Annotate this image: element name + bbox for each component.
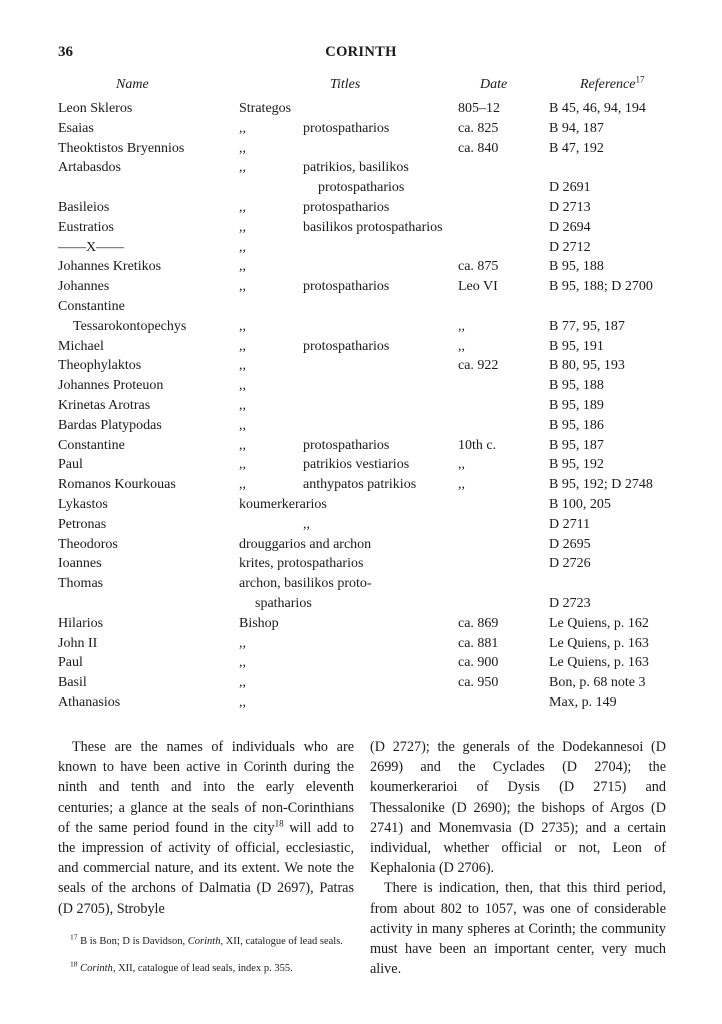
table-row [58,436,668,456]
cell-name: Leon Skleros [58,101,133,116]
cell-reference: B 80, 95, 193 [549,358,625,374]
table-row [58,376,668,396]
cell-date: ca. 922 [458,358,499,374]
cell-title: ,, [239,120,246,136]
cell-title-detail: protospatharios [303,338,390,354]
cell-title: ,, [239,140,246,156]
table-row [58,257,668,277]
table-row [58,495,668,515]
table-row [58,238,668,258]
cell-title: drouggarios and archon [239,536,372,552]
cell-title: ,, [239,279,246,295]
cell-name: Johannes [58,279,110,295]
table-row [58,139,668,159]
paragraph: There is indication, then, that this third period, from about 802 to 1057, was one of considerable activity in many spheres at Corinth; the community must have been an important center, very much alive. [370,880,666,978]
cell-name: Michael [58,338,104,354]
table-body [58,99,668,713]
cell-name: Eustratios [58,219,114,235]
cell-reference: B 95, 192; D 2748 [549,477,653,493]
cell-reference: B 95, 191 [549,338,604,354]
cell-title-detail: patrikios vestiarios [303,457,410,473]
cell-name: Romanos Kourkouas [58,477,176,493]
cell-name: Bardas Platypodas [58,417,162,433]
paragraph: These are the names of individuals who are known to have been active in Corinth during the ninth and tenth and into the early eleventh centuries; a glance at the seals of non-Corinthians of the same period found in the city$^{18}$ will add to the impression of activity of official, ecclesiastic, and commercial nature, and its extent. We note the seals of the archons of Dalmatia (D 2697), Patras (D 2705), Strobyle [58,739,355,917]
cell-date: ca. 840 [458,140,499,156]
table-row [58,594,668,614]
cell-title: ,, [239,239,246,255]
cell-date: ca. 869 [458,615,499,631]
table-row [58,475,668,495]
table-row [58,574,668,594]
cell-reference: B 45, 46, 94, 194 [549,101,646,116]
cell-date: ,, [458,457,465,473]
cell-title: ,, [239,477,246,493]
cell-name: Johannes Kretikos [58,259,162,275]
cell-name: Paul [58,655,83,671]
table-row [58,297,668,317]
cell-title-detail: ,, [303,516,310,532]
cell-name: Constantine [58,437,125,453]
cell-title: ,, [239,160,246,176]
table-row [58,396,668,416]
cell-reference: B 95, 187 [549,437,604,453]
cell-reference: B 95, 186 [549,417,604,433]
cell-title: ,, [239,338,246,354]
table-row [58,99,668,119]
footnote-mark: 17 [635,74,645,85]
cell-date: ,, [458,477,465,493]
table-row [58,178,668,198]
table-row [58,673,668,693]
cell-name: Krinetas Arotras [58,397,151,413]
cell-title-detail: basilikos protospatharios [303,219,443,235]
cell-title: ,, [239,219,246,235]
page-number: 36 [58,44,73,60]
cell-date: ,, [458,338,465,354]
cell-name: Theodoros [58,536,118,552]
cell-reference: B 94, 187 [549,120,604,136]
cell-title: ,, [239,457,246,473]
cell-title: koumerkerarios [239,496,327,512]
cell-title: ,, [239,318,246,334]
cell-reference: B 77, 95, 187 [549,318,625,334]
cell-name: Tessarokontopechys [73,318,187,334]
table-row [58,554,668,574]
cell-title-detail: protospatharios [318,180,405,196]
header-reference: Reference$^{17}$ [580,74,645,92]
cell-reference: D 2691 [549,180,591,196]
cell-date: Leo VI [458,279,498,295]
cell-reference: B 95, 188; D 2700 [549,279,653,295]
cell-title-detail: protospatharios [303,199,390,215]
table-row [58,337,668,357]
table-row [58,693,668,713]
table-row [58,277,668,297]
cell-name: Athanasios [58,694,121,710]
cell-title: Strategos [239,101,292,116]
cell-title: ,, [239,378,246,394]
table-row [58,218,668,238]
table-row [58,416,668,436]
cell-reference: D 2712 [549,239,591,255]
cell-name: Theophylaktos [58,358,142,374]
cell-reference: D 2711 [549,516,591,532]
table-row [58,317,668,337]
running-title: CORINTH [325,44,397,60]
cell-name: Artabasdos [58,160,121,176]
cell-title: ,, [239,655,246,671]
cell-date: ca. 875 [458,259,499,275]
table-row [58,158,668,178]
cell-reference: D 2694 [549,219,591,235]
cell-title: krites, protospatharios [239,556,364,572]
cell-name: Hilarios [58,615,104,631]
body-column-right [370,737,666,979]
cell-title-detail: patrikios, basilikos [303,160,409,176]
cell-title: ,, [239,635,246,651]
table-row [58,515,668,535]
cell-name: Paul [58,457,83,473]
table-row [58,455,668,475]
cell-title-detail: anthypatos patrikios [303,477,417,493]
cell-name: Ioannes [58,556,102,572]
footnote-mark: 18 [274,818,284,829]
officials-table [58,74,668,713]
cell-name: Lykastos [58,496,108,512]
table-row [58,119,668,139]
cell-reference: D 2713 [549,199,591,215]
cell-title-detail: spatharios [255,595,312,611]
cell-title-detail: protospatharios [303,437,390,453]
cell-reference: B 47, 192 [549,140,604,156]
cell-reference: B 100, 205 [549,496,611,512]
cell-name: Johannes Proteuon [58,378,164,394]
table-row [58,653,668,673]
cell-title: archon, basilikos proto- [239,576,372,592]
cell-title: ,, [239,417,246,433]
cell-date: ca. 881 [458,635,499,651]
cell-reference: B 95, 188 [549,259,604,275]
cell-date: 805–12 [458,101,500,116]
cell-reference: B 95, 188 [549,378,604,394]
cell-reference: Le Quiens, p. 162 [549,615,649,631]
cell-title: ,, [239,437,246,453]
table-row [58,356,668,376]
cell-date: ,, [458,318,465,334]
header-titles: Titles [330,77,361,92]
cell-title-detail: protospatharios [303,120,390,136]
cell-reference: D 2723 [549,595,591,611]
footnote-17: $^{17}$ B is Bon; D is Davidson, Corinth, XII, catalogue of lead seals. [70,932,343,947]
cell-reference: Le Quiens, p. 163 [549,655,649,671]
cell-reference: B 95, 192 [549,457,604,473]
cell-reference: B 95, 189 [549,397,604,413]
cell-reference: Bon, p. 68 note 3 [549,675,646,691]
table-header [58,74,668,99]
cell-name: Petronas [58,516,107,532]
cell-date: ca. 825 [458,120,499,136]
header-date: Date [480,77,508,92]
cell-title: ,, [239,397,246,413]
cell-name: ——X—— [58,239,125,255]
cell-name: Basileios [58,199,110,215]
header-name: Name [116,77,149,92]
cell-name: Thomas [58,576,104,592]
cell-reference: Le Quiens, p. 163 [549,635,649,651]
cell-title: ,, [239,694,246,710]
cell-title: ,, [239,259,246,275]
cell-name: Constantine [58,298,125,314]
cell-date: 10th c. [458,437,497,453]
cell-name: Basil [58,675,87,691]
cell-title: Bishop [239,615,279,631]
paragraph: (D 2727); the generals of the Dodekannesoi (D 2699) and the Cyclades (D 2704); the koumerkerarioi of Dysis (D 2715) and Thessalonike (D 2690); the bishops of Argos (D 2741) and Monemvasia (D 2735); and a certain individual, whether official or not, Leon of Kephalonia (D 2706). [370,739,666,877]
cell-title-detail: protospatharios [303,279,390,295]
cell-reference: D 2726 [549,556,591,572]
table-row [58,198,668,218]
cell-date: ca. 950 [458,675,499,691]
body-column-left [58,737,354,919]
cell-date: ca. 900 [458,655,499,671]
cell-name: Theoktistos Bryennios [58,140,185,156]
cell-title: ,, [239,358,246,374]
footnote-18: $^{18}$ Corinth, XII, catalogue of lead seals, index p. 355. [70,959,293,974]
cell-reference: D 2695 [549,536,591,552]
cell-reference: Max, p. 149 [549,694,617,710]
cell-name: Esaias [58,120,94,136]
cell-name: John II [58,635,98,651]
table-row [58,535,668,555]
cell-title: ,, [239,675,246,691]
table-row [58,634,668,654]
table-row [58,614,668,634]
cell-title: ,, [239,199,246,215]
